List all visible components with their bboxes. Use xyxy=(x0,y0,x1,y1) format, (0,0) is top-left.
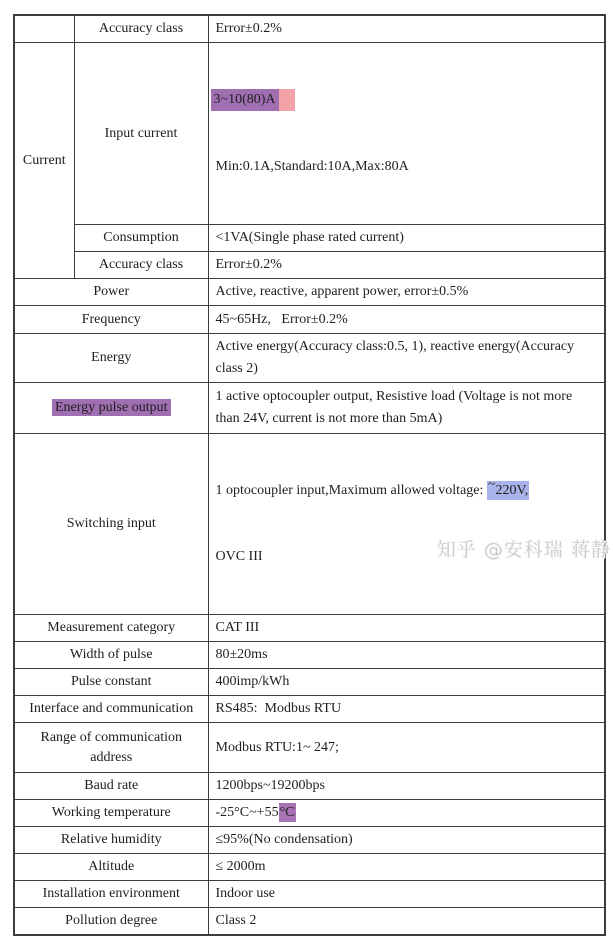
input-current-highlight: 3~10(80)A xyxy=(211,89,279,111)
comm-address-label: Range of communication address xyxy=(14,723,208,773)
input-current-line1 xyxy=(211,89,598,111)
table-row xyxy=(14,723,605,773)
working-temperature-value xyxy=(208,800,605,827)
measurement-category-label: Measurement category xyxy=(14,615,208,642)
table-row xyxy=(14,696,605,723)
switching-input-label: Switching input xyxy=(14,434,208,615)
relative-humidity-value: ≤95%(No condensation) xyxy=(208,827,605,854)
comm-address-value: Modbus RTU:1~ 247; xyxy=(208,723,605,773)
accuracy-class-label: Accuracy class xyxy=(74,252,208,279)
table-row xyxy=(14,669,605,696)
temperature-range: -25°C~+55 xyxy=(215,805,279,820)
table-row xyxy=(14,306,605,334)
table-row xyxy=(14,225,605,252)
table-row xyxy=(14,43,605,225)
relative-humidity-label: Relative humidity xyxy=(14,827,208,854)
measurement-category-value: CAT III xyxy=(208,615,605,642)
table-row xyxy=(14,642,605,669)
current-group-label: Current xyxy=(14,43,74,279)
baud-rate-value: 1200bps~19200bps xyxy=(208,773,605,800)
working-temperature-label: Working temperature xyxy=(14,800,208,827)
energy-pulse-output-label xyxy=(14,383,208,434)
altitude-label: Altitude xyxy=(14,854,208,881)
table-row xyxy=(14,908,605,936)
switching-input-value xyxy=(208,434,605,615)
altitude-value: ≤ 2000m xyxy=(208,854,605,881)
installation-environment-value: Indoor use xyxy=(208,881,605,908)
interface-value: RS485: Modbus RTU xyxy=(208,696,605,723)
empty-group-cell xyxy=(14,15,74,43)
frequency-value: 45~65Hz, Error±0.2% xyxy=(208,306,605,334)
table-row xyxy=(14,383,605,434)
accuracy-class-value: Error±0.2% xyxy=(208,15,605,43)
table-row xyxy=(14,854,605,881)
table-row xyxy=(14,334,605,383)
table-row xyxy=(14,827,605,854)
zhihu-watermark: 知乎 @安科瑞 蒋静 xyxy=(437,539,612,561)
table-row xyxy=(14,800,605,827)
accuracy-class-value: Error±0.2% xyxy=(208,252,605,279)
pulse-constant-value: 400imp/kWh xyxy=(208,669,605,696)
energy-pulse-output-value: 1 active optocoupler output, Resistive load (Voltage is not more than 24V, current is not more than 5mA) xyxy=(208,383,605,434)
voltage-value: 220V, xyxy=(495,483,529,498)
specification-table xyxy=(13,14,606,936)
input-current-label: Input current xyxy=(74,43,208,225)
pollution-degree-label: Pollution degree xyxy=(14,908,208,936)
power-value: Active, reactive, apparent power, error±0.5% xyxy=(208,279,605,306)
temperature-unit-highlight: °C xyxy=(279,805,295,820)
consumption-label: Consumption xyxy=(74,225,208,252)
consumption-value: <1VA(Single phase rated current) xyxy=(208,225,605,252)
pink-highlight-block xyxy=(279,89,295,111)
energy-label: Energy xyxy=(14,334,208,383)
table-row xyxy=(14,881,605,908)
table-row xyxy=(14,252,605,279)
energy-value: Active energy(Accuracy class:0.5, 1), reactive energy(Accuracy class 2) xyxy=(208,334,605,383)
baud-rate-label: Baud rate xyxy=(14,773,208,800)
pollution-degree-value: Class 2 xyxy=(208,908,605,936)
frequency-label: Frequency xyxy=(14,306,208,334)
pulse-constant-label: Pulse constant xyxy=(14,669,208,696)
switching-input-line2: OVC III xyxy=(215,549,263,564)
input-current-line2: Min:0.1A,Standard:10A,Max:80A xyxy=(215,159,409,174)
switching-input-prefix: 1 optocoupler input,Maximum allowed voltage: xyxy=(215,483,487,498)
power-label: Power xyxy=(14,279,208,306)
width-of-pulse-label: Width of pulse xyxy=(14,642,208,669)
table-row xyxy=(14,434,605,615)
accuracy-class-label: Accuracy class xyxy=(74,15,208,43)
voltage-highlight xyxy=(487,477,529,500)
width-of-pulse-value: 80±20ms xyxy=(208,642,605,669)
table-row xyxy=(14,615,605,642)
switching-input-line1 xyxy=(215,477,598,502)
table-row xyxy=(14,773,605,800)
table-row xyxy=(14,279,605,306)
energy-pulse-output-highlight: Energy pulse output xyxy=(52,399,171,416)
table-row xyxy=(14,15,605,43)
interface-label: Interface and communication xyxy=(14,696,208,723)
input-current-value xyxy=(208,43,605,225)
installation-environment-label: Installation environment xyxy=(14,881,208,908)
ac-tilde: ~ xyxy=(487,477,496,492)
